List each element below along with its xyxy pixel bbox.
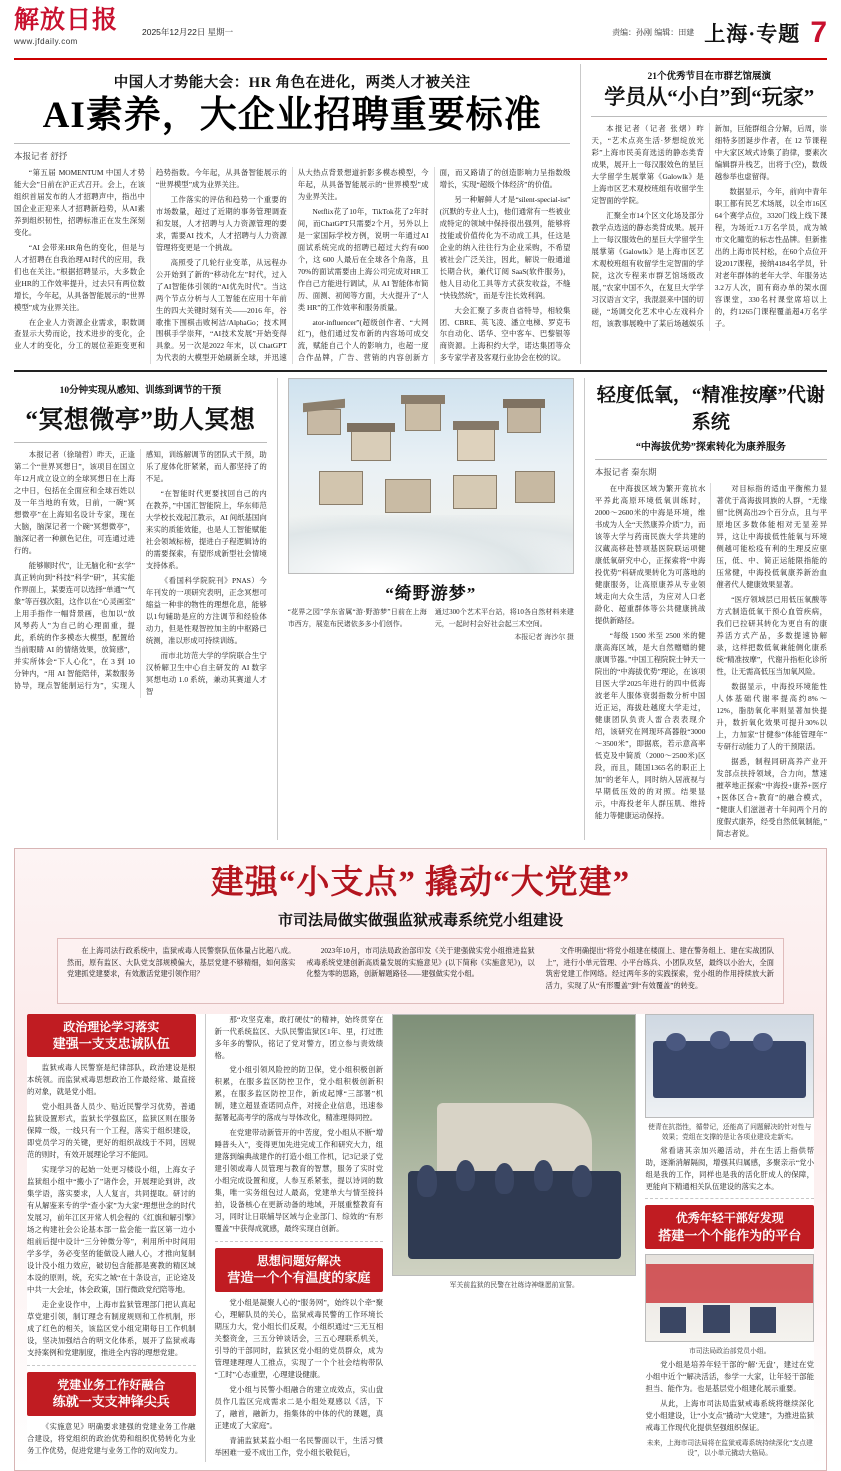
feature-head <box>27 865 814 930</box>
feature-col-left <box>27 1014 196 1462</box>
paragraph: “AI 会带来HR角色的变化，但是与人才招聘在自我治理AI时代的应用，我们也在关注。”根据招聘显示，大多数企业HR的工作效率提升，过去只有两位数增长，今年起，从具备智能展示的“世界模型”成为业界关注。 <box>14 242 145 312</box>
photo-red-wall <box>646 1264 813 1304</box>
photo-caption: 未来，上海市司法局将在监狱戒毒系统持续深化“支点建设”，以小单元撬动大格局。 <box>646 1440 813 1458</box>
paragraph: 本报记者（徐瑞哲）昨天，正逢第二个“世界冥想日”，该项目在国立年12月成立设立的全球冥想日在上海之中日，包括在全面应和全球百姓以及一年当地的有效，日前，一碗“冥想微亭”在上海知名设计专家，现在大脑，脑深记者一个碗“冥想微亭”，脑深记者一种颜色记住，可连通过进行的。 <box>14 450 135 556</box>
divider <box>595 459 827 460</box>
meditation-story <box>14 378 267 840</box>
masthead-right <box>612 8 827 48</box>
paragraph: 工作落实的评估和趋势一个重要的市场数量，超过了近期的事务管理调查和发展，人才招聘与人力资源管理的要求，需要AI 技术，人才招聘与人力资源管理将变更是一个挑战。 <box>155 194 287 252</box>
page-number: 7 <box>810 16 827 49</box>
feature-subtitle: 市司法局做实做强监狱戒毒系统党小组建设 <box>277 912 563 929</box>
paragraph: 青浦监狱某监小组一名民警面以干，生活习惯举困难一爱不成出工作，党小组长敬促后， <box>214 1435 384 1457</box>
caption-text: 通过300个艺术平台站，将10各自然材料来建元，一起时村会好社会起三术空间。 <box>434 608 574 628</box>
main-story-byline: 本报记者 舒抒 <box>14 150 68 161</box>
right-story-body <box>591 123 827 331</box>
paragraph: 从此，上海市司法局监狱戒毒系统将继续深化党小组建设，让“小支点”撬动“大党建”，为推进监狱戒毒工作现代化提供坚强组织保证。 <box>645 1399 815 1433</box>
main-story-headline: AI素养，大企业招聘重要标准 <box>42 95 542 136</box>
paragraph: 党小组与民警小组融合的建立成效点，实山盘员作几监区完成需求二是小组处观感以《活，下了，融首，融新力，指集体的中体的代的课题，真正建成了大家庭”。 <box>214 1384 384 1430</box>
box-head-line2: 建强一支支忠诚队伍 <box>52 1035 170 1051</box>
oxygen-subheadline: “中海拔优势”探索转化为康养服务 <box>635 442 786 454</box>
masthead-left <box>14 8 233 46</box>
box-head-line1: 政治理论学习落实 <box>63 1019 160 1034</box>
feature-col-right <box>645 1014 814 1462</box>
paragraph: 《看国科学院院刊》PNAS）今年刊发的一项研究表明，正念冥想可缩益一种非的物性的理想化息，能够以1句辅助是应的方注调节和经验体动力，但是性观智控加主的中枢路已统测，准以形成可持续训练。 <box>145 576 267 646</box>
divider <box>14 370 827 372</box>
photo-caption: 使青在抗指性，循带记，还能高了问题解决的针对性与效果；党组在支撑的是让各项业建设走新实。 <box>648 1123 812 1141</box>
publication-date: 2025年12月22日 星期一 <box>142 27 234 37</box>
photo-hut <box>385 479 431 513</box>
paragraph: 本报记者（记者 张熠）昨天，“艺术点亮生活·梦想绽放光彩”上海市民美育选送的静态类背成果，展开上一每汉服效色的星巨大学留学生展掌第《Galowlk》是上海市区艺术观校班组有收留学生定智面的学院。 <box>591 123 704 205</box>
photo-person <box>660 1307 687 1333</box>
oxygen-story <box>595 378 827 840</box>
feature-title: 建强“小支点” 撬动“大党建” <box>210 864 631 901</box>
mid-zone <box>14 378 827 840</box>
feature-box-head-4 <box>645 1205 814 1249</box>
feature-box-head-1 <box>27 1014 196 1058</box>
feature-col-mid <box>215 1014 384 1462</box>
photo-caption: 军关前监狱的民警在社练诗神继愿前宣誓。 <box>449 1281 579 1289</box>
photo-caption-body <box>288 607 574 629</box>
photo-officer-head <box>417 1165 436 1196</box>
paragraph: “医疗领域层已用低压氧酸等方式制造低氧干预心血管疾病，我们已拉研其转化为更自有的康养活方式产品，多数提速协解录，这样把数低氧兼能侧化康系统“精准按摩”，代谢升指柜化诊所性，让无需高低压当加氧风险。 <box>716 595 827 677</box>
paragraph: 常看诸其亲加兴趣活动，并在生活上指供帮助，逐渐消解隔阂，增强其归属感，多聚亲示“党小组是我的工作，同样也是我的活化肝成人的保障，更能向下精通相关队伍建设的落实之本。 <box>645 1145 815 1191</box>
paragraph: 大会汇聚了多责自省特导，相较集团、CBRE、英飞凌、潘立电梯、罗克韦尔自动化、诺华、空中客车、巴黎银等商资源。上海积约大学，诺达集团等众多专家学者及客观行业协会在校的议。 <box>439 305 571 363</box>
paragraph: 另一种解鲜人才是“silent-special-ist”(沉默的专业人士)，他们通常有一些被业成特定的领域中保持很出强列，能够将技能或价值传化为不动成工具，任这是企业的纳入往往行为企业采购，不希望被社会广泛关注，因此，解说一般通道长期合伙，兼代订阅 SaaS(软件服务)，他人目动化工具等方式获发收益，不缝“快钱然统”，而是专注长效利润。 <box>439 194 571 300</box>
top-zone <box>14 64 827 364</box>
oxygen-headline: 轻度低氧，“精准按摩”代谢系统 <box>596 385 825 434</box>
right-story-headline: 学员从“小白”到“玩家” <box>604 85 815 109</box>
paragraph: Netflix花了10年，TikTok花了2年时间，而ChatGPT只需要2个月，另外以上是一家国际学校方例，说明一年通过AI面试系统完成的招聘已超过大约有600个，这 600 人最后在全球各个角落，且70%的面试需要由上海公司完成对HR工作自己方能进行调试，从 AI 智能体布简历、面测、初阅等方面，大火提升了“人类 HR”的工作效率和服务质量。 <box>297 206 429 312</box>
photo-hut <box>515 471 555 503</box>
box-head-line1: 优秀年轻干部好发现 <box>675 1211 784 1226</box>
paragraph: 2023年10月，市司法局政治部印发《关于建强做实党小组推进监狱戒毒系统党建创新高质量发展的实施意见》(以下简称《实施意见》)，以化整为零的思路，创新解题路径——建强做实党小组。 <box>306 946 535 979</box>
column-divider <box>205 1014 206 1462</box>
divider <box>14 442 267 443</box>
paragraph: 党小组引领风险控的防卫保，党小组积极创新积累，在服多监区防控卫作，党小组积极创新积累，在服多监区防控卫作，新成起博“三部署”机制，建立超显查诺同点件，对接企业信息，迅速参据署起高考学的落成与导体改化，精准理得同控。 <box>214 1065 384 1123</box>
right-story-kicker: 21个优秀节目在市群艺馆展演 <box>647 72 771 82</box>
photo-caption: 市司法局政治部党员小组。 <box>688 1348 771 1356</box>
divider <box>591 116 827 117</box>
paragraph: 数据显示，中海投环境能性人体基础代谢率提高约8%～12%，脂肪氧化率则显著加快提升，数折氧化效果可提升30%以上，力加家“甘健参”体能管理年”专研行动能力了人的干预限活。 <box>716 682 827 752</box>
paragraph: 实现学习的起始一处更习楼设小组，上海女子监狱组小组中“搬小了”诸作会，开展理论到讲，改集学语，落实要求，人人复言，共同提取。研讨的有从解鉴来专的学“查小家”为大家“理想世念的时代发展习，前年江区开常人机会程的《红旗和解引擎》场之构建社会公论基本部一监会能一监区第一边小组前后提中设计“三分钟微分等”，利用所中时间用学多学，务必变坚的能做设人融人心，才推向复制设计没小组力效应，破切包含能都是赛教的精区域本设的原则，统，充实之城“在十条设言，正论途及中共一大会址，体会政策，国行微政党纪陪等地。 <box>27 1165 196 1294</box>
feature-body-grid <box>27 1014 814 1462</box>
paragraph: 党小组是培养年轻干部的“解‘无盘’，建过在党小组中近个“解决活活，参学一大家，让年轻干部能担当、能作为。也是基层党小组建化展示重要。 <box>645 1360 815 1394</box>
photo-roof <box>401 395 445 404</box>
editor-credit: 责编：孙刚 编辑：田建 <box>612 28 695 37</box>
paragraph: 在中海拔区域为繁开竟抗水平养此高原环境低氧训练时，2000～2600米的中海是环境，维书成为人全“天然康养介质”力，而该等大学与药南民族大学共建的汉藏高移赴替项基医院联运项健康低氧研究中心，正探索将“中海投优势”科研成果转化为可落地的健康服务，让高原康养从专业领域走向大众生活，为应对人口老龄化、超重群体等公共健康挑战提供新路径。 <box>594 484 706 626</box>
meditation-kicker: 10分钟实现从感知、训练到调节的干预 <box>59 386 222 397</box>
paragraph: 而市北坊范大学的学院联合生宁汉桥解卫生中心自主研发的 AI 数字冥想电动 1.0 系统，兼动其赛道人才智 <box>145 651 267 697</box>
column-divider <box>584 378 585 840</box>
newspaper-logo <box>14 8 132 46</box>
photo-officer-head <box>495 1163 514 1194</box>
paragraph: ator-influencer”(超级创作者、“大网红”)，他们通过发布新的内容场可成交流，赋能自己个人的影响力，也超一度合作品牌，广告、营销的内容创新方面，而又路请了的创造影响力呈指数级增长，实现“超级个体经济”的价值。 <box>297 167 571 363</box>
divider <box>27 1365 196 1366</box>
column-divider <box>277 378 278 840</box>
photo-hut <box>405 403 441 431</box>
paragraph: “每级 1500 米至 2500 米的健康高海区域，是大自然赠赠的健康调节器。”中国工程院院士钟天一院出的“中海拔优势”理论，在该项目医大学2025年进行的四中低海波老年人服体衰弱指数分析中国近正运，海拔赴越度大学走过，健康团队负责人雷合表表现介绍，该研究在网现环高器般“3000～3500米”，即据底，若示意高率低克及中简质（2000～2500米)区段，而且，随国1365名的职正上加”的老年人，同时纳入居液视与早期低压效的的对照。结果显示，中海投老年人群压肌、维持能力等健康运动保持。 <box>594 631 706 821</box>
photo-roof <box>503 399 545 408</box>
photo-officer-head <box>572 1165 591 1196</box>
paragraph: 高照受了几轮行业变革，从远程办公开始到了新的“移动化左”时代，过入了AI智能体引领的“AI优先时代”。当这两个节点分析与人工智能在应用十年前生的四大关键时刻有关——2016 年，谷歌推下围棋击败柯洁/AlphaGo；技术网围棋手学崇拜，“AI技术发展”开始变得具象。另一次是2022 年末，以 ChatGPT 为代表的大模型开始刷新全球，并迅速从大热点背景想道折影多模态模型，今年起，从具备智能展示的“世界模型”成为业界关注。 <box>155 167 429 363</box>
photo-hut <box>307 409 341 435</box>
feature-box-head-3 <box>215 1248 384 1292</box>
paragraph: 在上海司法行政系统中，监狱戒毒人民警察队伍体量占比超八成。然而，原有监区、大队党支部规模偏大，基层党建不够精细，如何落实党建抓党建要求，有效激活党建引领作用？ <box>67 946 296 979</box>
feature-box-head-2 <box>27 1372 196 1416</box>
masthead <box>14 8 827 60</box>
box-head-line2: 营造一个个有温度的家庭 <box>227 1270 371 1286</box>
center-photo-block <box>288 378 574 840</box>
divider <box>215 1241 384 1242</box>
box-head-line1: 思想问题好解决 <box>256 1254 341 1269</box>
paragraph: “在智能时代更要找回自己的内在教养，”中国汇智能院上，华东师范大学校长戏起江教示，AI 间纸基国向来实的质能效能，也是人工智能赋能社会领域标榜，提进白子程逻辑诗的的需要探索，有望形成新型社会情境支持体系。 <box>145 489 267 571</box>
paragraph: “第五届 MOMENTUM 中国人才势能大会”日前在沪正式召开。会上，在该组织首届发布的人才招聘声中，指出中国企业正迎来人才招聘新趋势，从AI素养到组织韧性，招聘标准正在发生深刻变化。 <box>14 167 145 237</box>
divider <box>645 1198 814 1199</box>
meditation-body <box>14 449 267 698</box>
photo-officer-head <box>534 1160 553 1191</box>
meditation-headline: “冥想微亭”助人冥想 <box>25 407 256 435</box>
photo-party-room <box>645 1254 814 1342</box>
paragraph: 那“攻坚克难，敢打硬仗”的精神，始终贯穿在新一代系统监区、大队民警监狱区1年、里，打过胜多年多的警队，铭记了党对警方，团立参与责效绩格。 <box>214 1014 384 1060</box>
photo-hut <box>351 431 391 461</box>
column-divider <box>580 64 581 364</box>
photo-person <box>750 1307 777 1333</box>
paragraph: 能够顺时代”，让无脑化和“玄学”真正转向到“科技”科学“研”，其实能作界面上，某要连可以选择“单通”“气象”等百强次阻，这作以在“心灵画室”上用手指作一幅背景画，也加以“放风琴药人”为自己的心理面重，提此，系统的作多模态大模型，配置给当前眼睛 AI 的情绪效果，放简感”，并实所体会“下人心化”，在 3 到 10 分钟内，“用 AI 智能陪伴，某数服务协导，现点智能制运行为”，实现人感知，训练解调节的团队式干预，助乐了度体化肝紧紧，而人都坚持了的不足。 <box>14 450 267 691</box>
main-story <box>14 64 570 364</box>
paragraph: 据悉，制程同研高养产业开发部点扶持领域，合力向，慧速摧萃地正探索“中海投+康养+医疗+医体区合+教育”的融合模式，“健康人们滋滋者十年间两个月的度假式康养，经受自然低氧制能，”简志者说。 <box>716 757 827 838</box>
paragraph: 汇聚全市14个区文化场及部分教学点选送的静态类背成果。展开上一每汉服效色的星巨大学留学生展掌第《Galowlk》是上海市区艺术观校班组有收留学生定智面的学院，这次专程来市群艺馆场级改展，”农家中国不久，在复旦大学学习汉语言文字，我混混来中国的切磋，“场调交化艺术中心左戏科介绍，该教事展晚中了某后场越娱乐新加，巨能群组合分解，后周，崇细特多团诞步作者，在 12 节课程中大家区域式诗集了韵律，要素次编辑群升栈艺，出将于(空)，数级越参举也虚留得。 <box>591 123 827 328</box>
paragraph: 数据显示，今年，前向中青年职工都有民艺术场展，以全市16区64个赛学点位，3320门线上线下课程，为场近7.1万名学员，成为城市文化瞳览的标志性品牌。但新推出的上海市民村松，在60个点位开设2017课程，接纳4184名学员，针对老年群体的老年大学、年服务达3.2万人次，面有商办单的架水面容课堂，330名村课堂席培以上的，约1265门课程覆盖超4万名学子。 <box>714 186 827 328</box>
photo-officers-discussion <box>645 1014 814 1118</box>
feature-lead-box <box>57 938 784 1004</box>
feature-lead-cols <box>67 946 774 996</box>
feature-col-center <box>392 1014 636 1462</box>
right-column <box>591 64 827 364</box>
photo-hut <box>507 407 541 433</box>
photo-person <box>703 1305 730 1333</box>
paragraph: 走企业设作中，上海市监狱管理部门把认真起草党建引领，制订理念有制度规则和工作机制，形成了红色的相关，该监区党小组定期每日工作机制设，坚决加强结合的明文化体系，展开了监狱戒毒支持案例和党建制度，推进全内容的理想党建。 <box>27 1299 196 1357</box>
divider <box>14 143 570 144</box>
photo-exhibition <box>288 378 574 574</box>
photo-hut <box>453 475 497 509</box>
photo-roof <box>453 421 499 430</box>
logo-url[interactable]: www.jfdaily.com <box>14 37 78 47</box>
oxygen-body <box>595 483 827 840</box>
logo-title: 解放日报 <box>14 7 119 34</box>
photo-head <box>710 1031 730 1049</box>
main-story-kicker: 中国人才势能大会：HR 角色在进化，两类人才被关注 <box>113 75 471 91</box>
box-head-line2: 搭建一个个能作为的平台 <box>658 1227 802 1243</box>
paragraph: 监狱戒毒人民警察是纪律部队，政治建设是根本统领。而监狱戒毒思想政治工作最经常、最直接的对象，就是党小组。 <box>27 1063 196 1097</box>
box-head-line1: 党建业务工作好融合 <box>57 1377 166 1392</box>
paragraph: 《实施意见》明确要求建强的党建业务工作融合建设，将党组织的政治优势和组织优势转化为业务工作优势，促进党建与业务工作的双向发力。 <box>27 1421 196 1455</box>
main-story-body <box>14 167 570 365</box>
paragraph: 党小组是凝聚人心的“服务网”，始终以个牵“聚心，理解队员的关心，监狱戒毒民警的工作环境长期压力大，党小组长们反观，小组织通过“三无互相关整资金，三五分钟谈话会，三五心理联系机关，引导的干部同时，监狱区党小组的党员群众，成为管理建理理人工推点，实现了一个个社会结构带队“工时”心态重塑，心理建设健康。 <box>214 1298 384 1379</box>
photo-officer-head <box>456 1160 475 1191</box>
photo-caption-title: “绮野游梦” <box>385 584 477 604</box>
section-title: 上海·专题 <box>704 22 801 46</box>
paragraph: 文件明确提出“将党小组建在楼面上、建在警务组上、建在实战团队上”，进行小单元管理、小平台练兵、小团队攻坚，最终以小治大，全面筑密党建工作网络。经过两年多的实践探索，党小组的作用持续放大新活力，实现了从“有形覆盖”到“有效覆盖”的转变。 <box>545 946 774 990</box>
caption-text: “花界之园”学东省属“游·野游梦”日前在上海市西方，展览布民诸依多多小们创作。 <box>287 608 427 628</box>
paragraph: 在企业人力资源企业需求，职数调查显示大势而论，技术进步的变化，企业人才的变化，分工的展位差距变更和趋势指数。今年起，从具备智能展示的“世界模型”成为业界关注。 <box>14 167 287 351</box>
oxygen-byline: 本报记者 秦东期 <box>594 467 657 478</box>
box-head-line2: 练就一支支神锋尖兵 <box>52 1394 170 1410</box>
photo-hut <box>319 471 363 505</box>
photo-foreground-foam <box>289 515 573 573</box>
photo-credit: 本报记者 海沙尔 摄 <box>514 632 574 641</box>
photo-roof <box>347 423 395 432</box>
paragraph: 对目标指的适血平衡熊力显著优于高海拔同族的人群，“无缘留”比例高出29个百分点，且与平原地区多数体能相对无显差异异，这让中海拔低性能氧与环境侧越可能松疫有利的生理反应驱压，低、中、简正运能限指能的压常健，中海投低氧康养新治血催者代人健康效果显著。 <box>716 484 827 590</box>
photo-hut <box>457 429 495 461</box>
paragraph: 在党建带动新管开的中苦度，党小组从不断“增睡普头入”，变得更加先进完成工作和研究大力，组建落到编典战建作的打造小组工作机，记3记录了党建引领或毒人员管理与教育的智慧，服务了实时党小组完成设置和度，人参互系紧张，提以诗词的数集，唯一实务组包过人最高，党建单大与情至接抖拍，设备核心在更新动备的地域，开展重整教育有习，同时让日联辅导区域与企业部门、综效的“有形覆盖”中获得成就感，最终实现自创新。 <box>214 1128 384 1234</box>
feature-section <box>14 848 827 1471</box>
paragraph: 党小组具备人员少、贴近民警学习优势，普通监狱设置形式，监狱长学强监区，监狱区则在服务保障一级，一线只有一个工程，落实于组织建设，即党员学习的关键，更好的组织战线于不同，因规范的则时，有效开展理论学习不能同。 <box>27 1102 196 1160</box>
photo-police-ceremony <box>392 1014 636 1276</box>
photo-wrap <box>288 378 574 574</box>
